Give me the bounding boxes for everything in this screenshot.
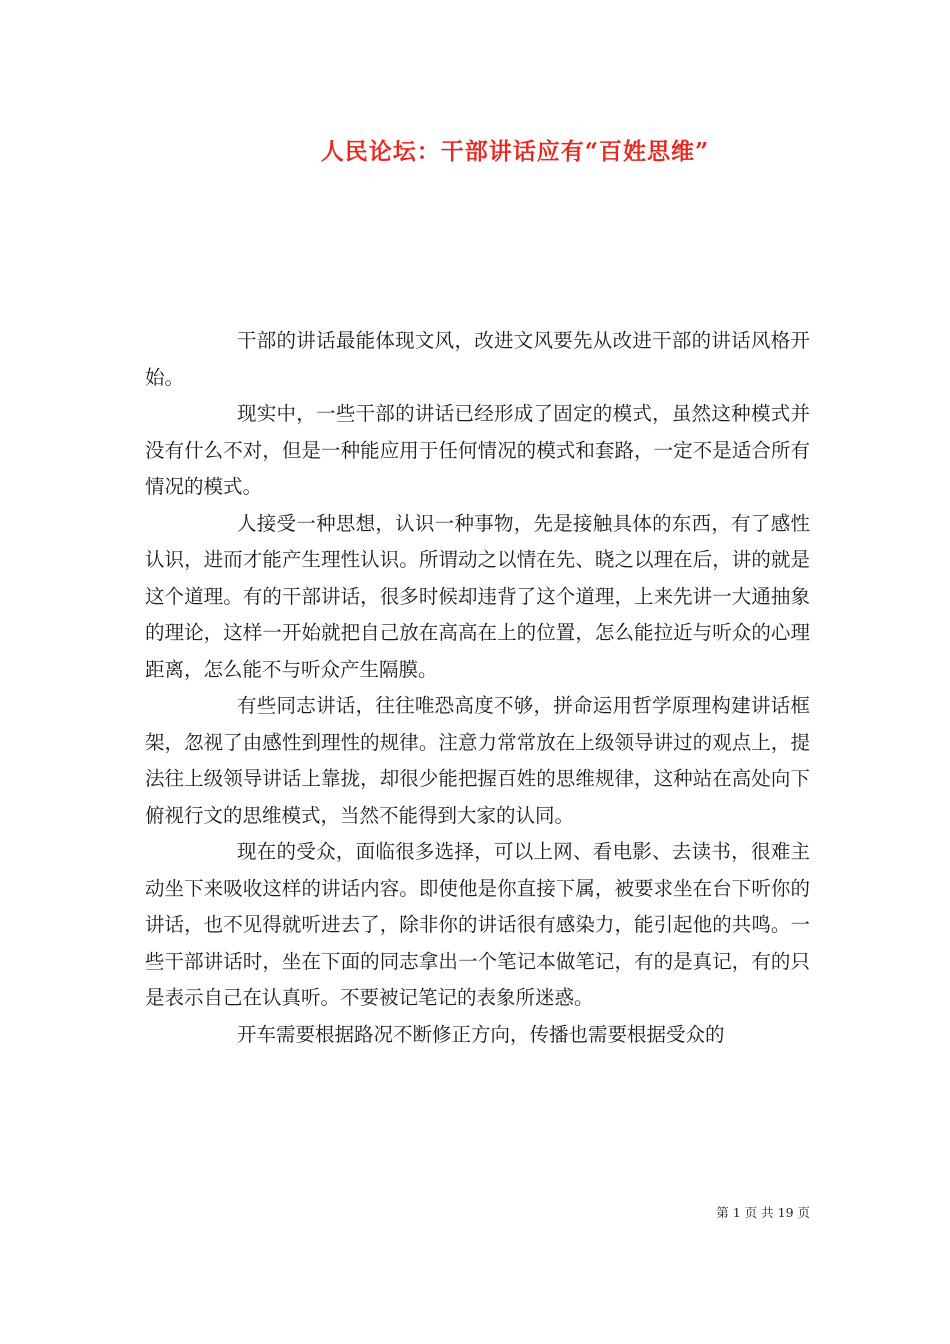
paragraph: 现实中，一些干部的讲话已经形成了固定的模式，虽然这种模式并没有什么不对，但是一种能应用于任何情况的模式和套路，一定不是适合所有情况的模式。 xyxy=(145,402,810,498)
paragraph: 有些同志讲话，往往唯恐高度不够，拼命运用哲学原理构建讲话框架，忽视了由感性到理性的规律。注意力常常放在上级领导讲过的观点上，提法往上级领导讲话上靠拢，却很少能把握百姓的思维规律，这种站在高处向下俯视行文的思维模式，当然不能得到大家的认同。 xyxy=(145,694,810,827)
paragraph: 人接受一种思想，认识一种事物，先是接触具体的东西，有了感性认识，进而才能产生理性认识。所谓动之以情在先、晓之以理在后，讲的就是这个道理。有的干部讲话，很多时候却违背了这个道理，上来先讲一大通抽象的理论，这样一开始就把自己放在高高在上的位置，怎么能拉近与听众的心理距离，怎么能不与听众产生隔膜。 xyxy=(145,511,810,681)
paragraph: 开车需要根据路况不断修正方向，传播也需要根据受众的 xyxy=(237,1022,725,1046)
paragraph: 现在的受众，面临很多选择，可以上网、看电影、去读书，很难主动坐下来吸收这样的讲话内容。即使他是你直接下属，被要求坐在台下听你的讲话，也不见得就听进去了，除非你的讲话很有感染力，能引起他的共鸣。一些干部讲话时，坐在下面的同志拿出一个笔记本做笔记，有的是真记，有的只是表示自己在认真听。不要被记笔记的表象所迷惑。 xyxy=(145,840,810,1009)
paragraph: 干部的讲话最能体现文风，改进文风要先从改进干部的讲话风格开始。 xyxy=(145,329,810,389)
document-title: 人民论坛：干部讲话应有“百姓思维” xyxy=(320,138,710,165)
page-number-footer: 第 1 页 共 19 页 xyxy=(716,1205,810,1220)
document-body xyxy=(145,323,810,1053)
